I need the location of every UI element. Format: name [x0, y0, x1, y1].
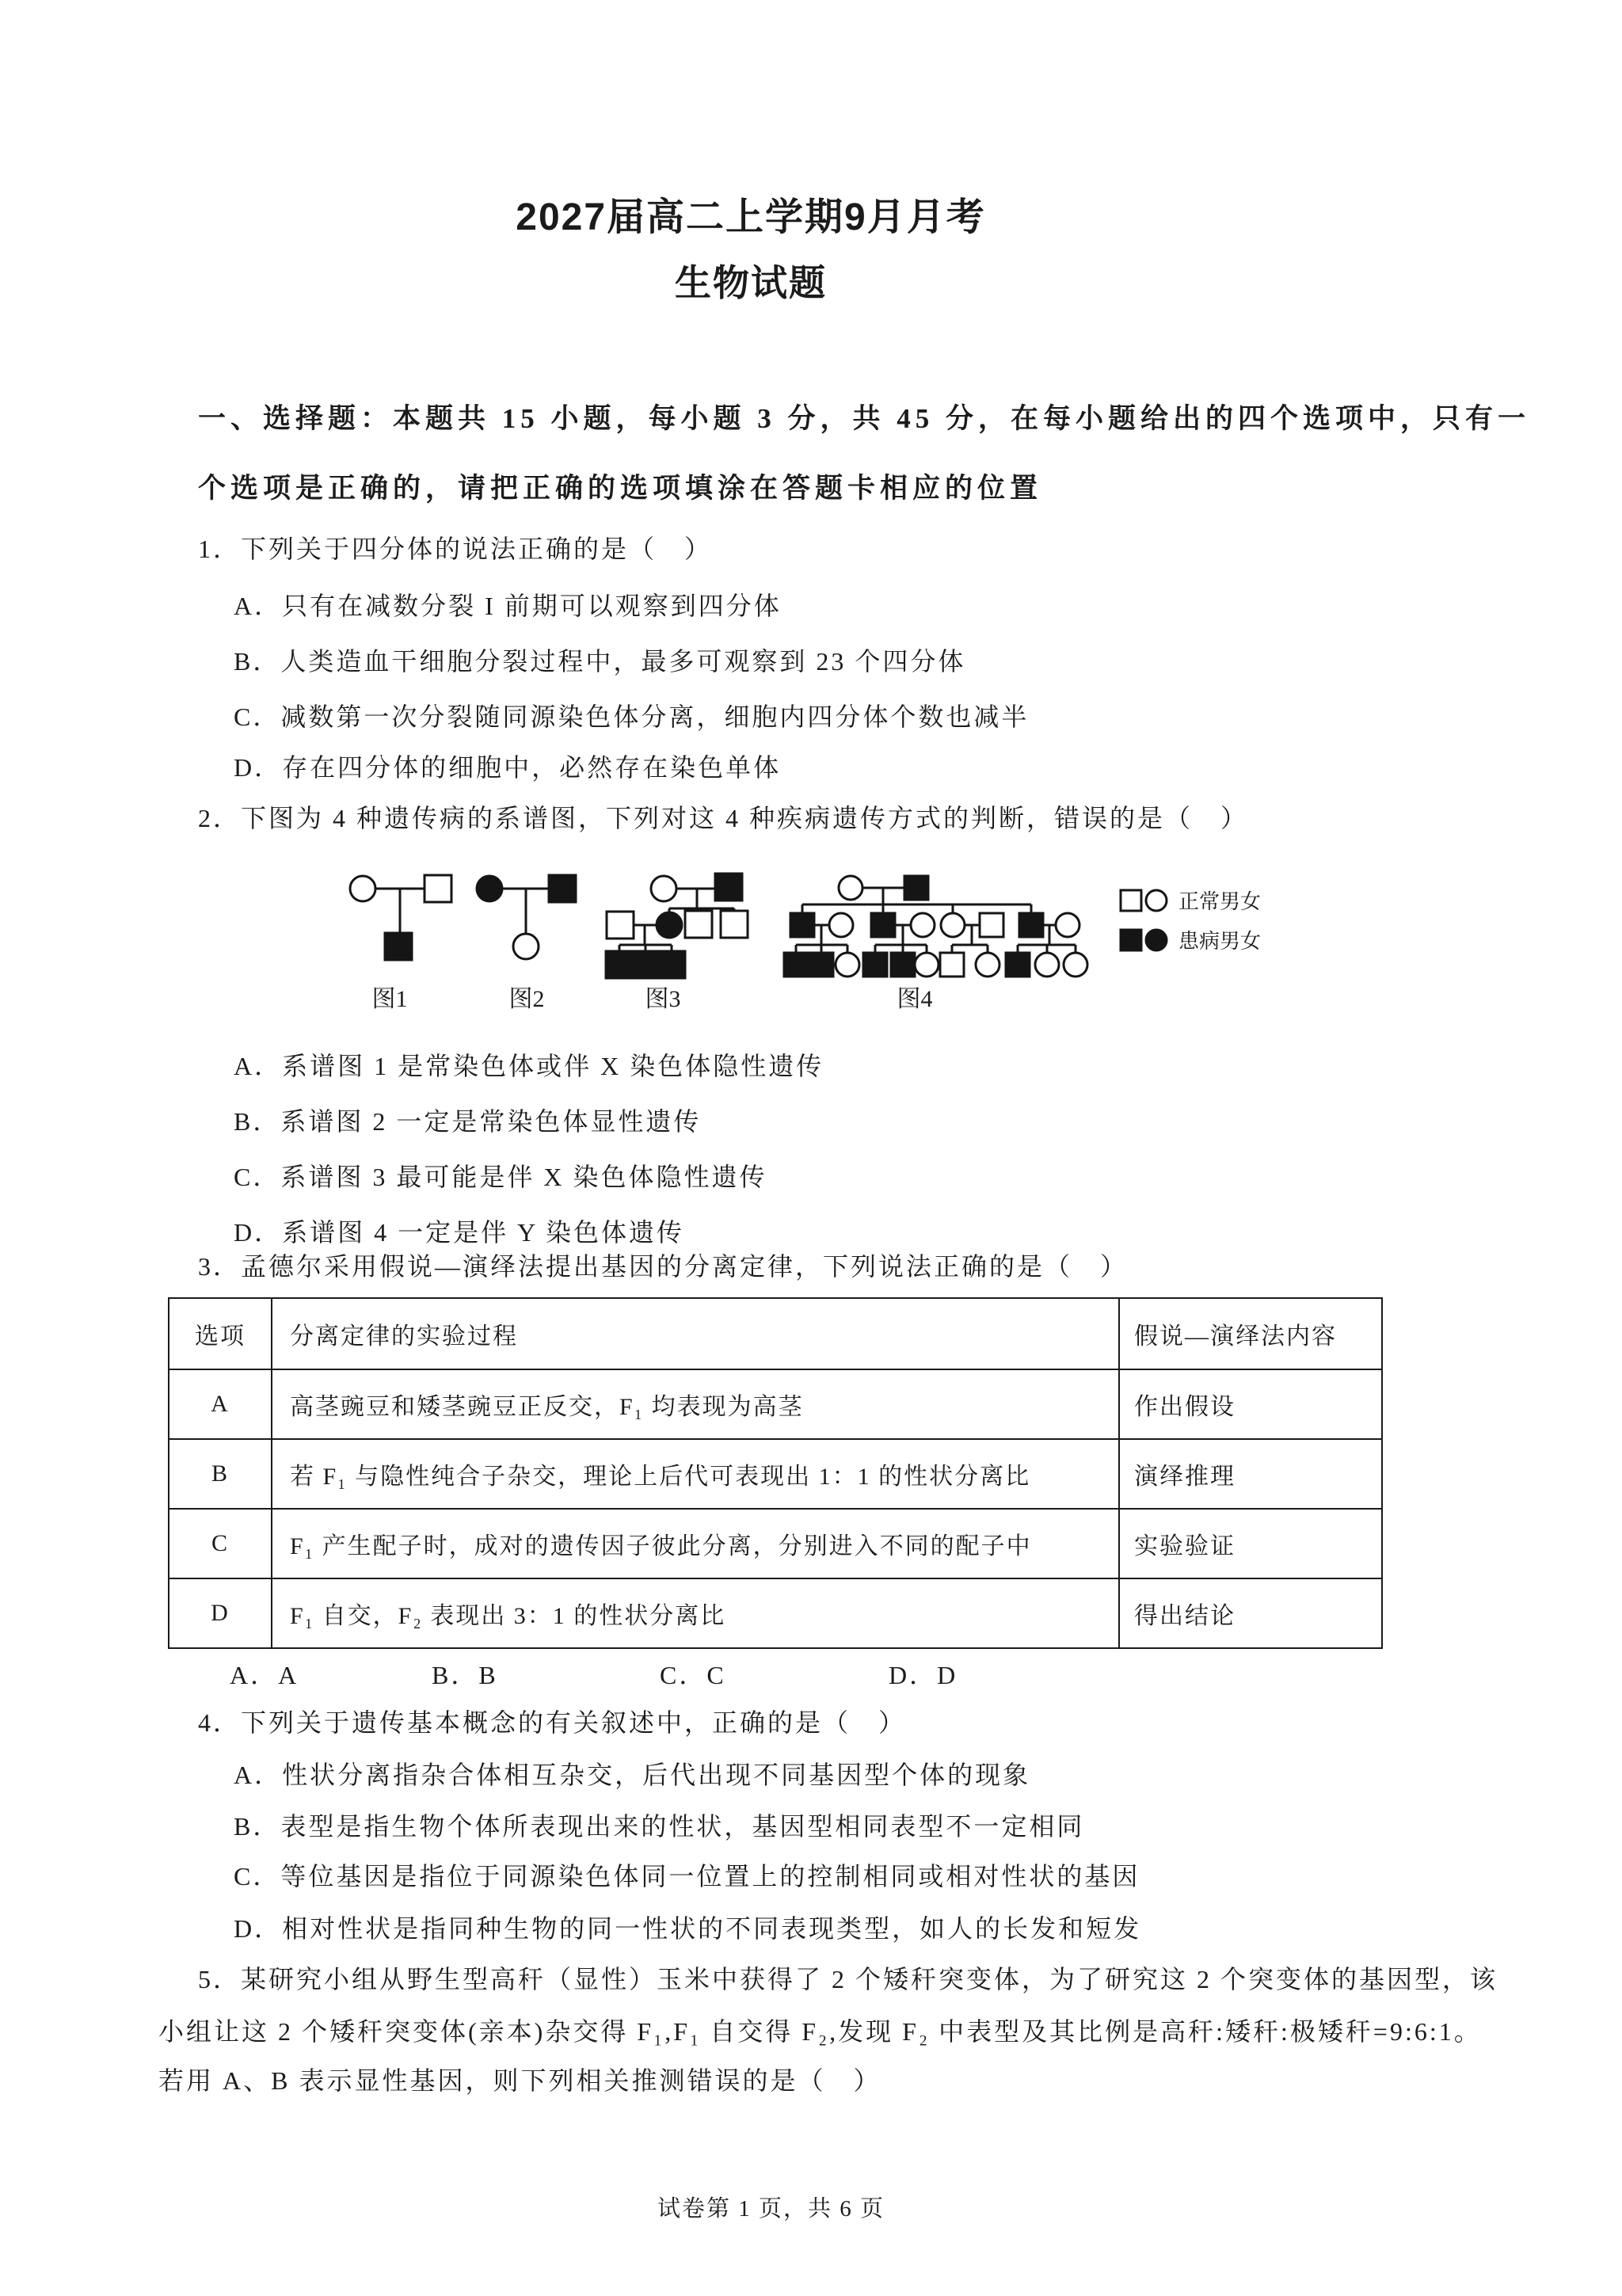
- table-cell-content: 实验验证: [1119, 1509, 1382, 1578]
- question2-stem: 2．下图为 4 种遗传病的系谱图，下列对这 4 种疾病遗传方式的判断，错误的是（ ）: [198, 804, 1249, 832]
- table-cell-process: F₁ 自交，F₂ 表现出 3：1 的性状分离比: [272, 1578, 1119, 1648]
- question1-option-c: C．减数第一次分裂随同源染色体分离，细胞内四分体个数也减半: [234, 703, 1030, 731]
- section-intro-line2: 个选项是正确的，请把正确的选项填涂在答题卡相应的位置: [198, 473, 1043, 504]
- question4-option-c: C．等位基因是指位于同源染色体同一位置上的控制相同或相对性状的基因: [234, 1862, 1140, 1890]
- question3-table: [168, 1297, 1383, 1649]
- table-header-row: [169, 1298, 1382, 1369]
- fig2-label: 图2: [508, 986, 545, 1012]
- table-cell-opt: A: [169, 1369, 272, 1439]
- table-cell-content: 得出结论: [1119, 1578, 1382, 1648]
- section-intro-line1: 一、选择题：本题共 15 小题，每小题 3 分，共 45 分，在每小题给出的四个选项中，只有一: [198, 403, 1531, 434]
- table-cell-opt: C: [169, 1509, 272, 1578]
- pedigree-fig4: [784, 876, 1087, 977]
- table-cell-process: 高茎豌豆和矮茎豌豆正反交，F₁ 均表现为高茎: [272, 1369, 1119, 1439]
- fig3-label: 图3: [645, 986, 681, 1012]
- fig1-label: 图1: [371, 986, 408, 1012]
- table-row-d: [169, 1578, 1382, 1648]
- table-header-process: 分离定律的实验过程: [272, 1298, 1119, 1369]
- page-title: 2027届高二上学期9月月考: [516, 196, 986, 238]
- table-row-c: [169, 1509, 1382, 1578]
- question2-option-d: D．系谱图 4 一定是伴 Y 染色体遗传: [234, 1218, 685, 1247]
- question5-line3: 若用 A、B 表示显性基因，则下列相关推测错误的是（ ）: [158, 2066, 881, 2095]
- question4-stem: 4．下列关于遗传基本概念的有关叙述中，正确的是（ ）: [198, 1708, 907, 1737]
- table-cell-process: F₁ 产生配子时，成对的遗传因子彼此分离，分别进入不同的配子中: [272, 1509, 1119, 1578]
- fig4-label: 图4: [897, 986, 933, 1012]
- table-cell-process: 若 F₁ 与隐性纯合子杂交，理论上后代可表现出 1：1 的性状分离比: [272, 1439, 1119, 1509]
- q3-answer-c: C．C: [660, 1661, 726, 1689]
- pedigree-fig2: [477, 875, 576, 959]
- question4-option-b: B．表型是指生物个体所表现出来的性状，基因型相同表型不一定相同: [234, 1812, 1085, 1841]
- q3-answer-a: A．A: [230, 1661, 299, 1689]
- table-cell-opt: B: [169, 1439, 272, 1509]
- page-footer: 试卷第 1 页，共 6 页: [657, 2196, 885, 2222]
- table-header-content: 假说—演绎法内容: [1119, 1298, 1382, 1369]
- pedigree-fig1: [350, 875, 451, 960]
- table-header-option: 选项: [169, 1298, 272, 1369]
- q3-answer-b: B．B: [432, 1661, 498, 1689]
- question2-option-c: C．系谱图 3 最可能是伴 X 染色体隐性遗传: [234, 1163, 767, 1191]
- question1-stem: 1．下列关于四分体的说法正确的是（ ）: [198, 535, 713, 563]
- pedigree-fig3: [606, 874, 748, 978]
- table-cell-content: 作出假设: [1119, 1369, 1382, 1439]
- question2-option-b: B．系谱图 2 一定是常染色体显性遗传: [234, 1107, 702, 1136]
- question5-line1: 5．某研究小组从野生型高秆（显性）玉米中获得了 2 个矮秆突变体，为了研究这 2 个突变体的基因型，该: [198, 1965, 1498, 1993]
- question1-option-a: A．只有在减数分裂 I 前期可以观察到四分体: [234, 592, 782, 620]
- table-row-b: [169, 1439, 1382, 1509]
- question1-option-b: B．人类造血干细胞分裂过程中，最多可观察到 23 个四分体: [234, 647, 966, 676]
- legend-normal-label: 正常男女: [1178, 890, 1262, 913]
- page-subtitle: 生物试题: [675, 262, 827, 303]
- question1-option-d: D．存在四分体的细胞中，必然存在染色单体: [234, 753, 782, 782]
- question3-stem: 3．孟德尔采用假说—演绎法提出基因的分离定律，下列说法正确的是（ ）: [198, 1252, 1129, 1281]
- pedigree-legend: [1121, 890, 1167, 950]
- question2-option-a: A．系谱图 1 是常染色体或伴 X 染色体隐性遗传: [234, 1052, 824, 1080]
- question4-option-d: D．相对性状是指同种生物的同一性状的不同表现类型，如人的长发和短发: [234, 1914, 1142, 1943]
- question5-line2: 小组让这 2 个矮秆突变体(亲本)杂交得 F₁,F₁ 自交得 F₂,发现 F₂ 中表型及其比例是高秆:矮秆:极矮秆=9:6:1。: [158, 2017, 1482, 2046]
- pedigree-figure: [333, 851, 1489, 1034]
- table-cell-opt: D: [169, 1578, 272, 1648]
- table-cell-content: 演绎推理: [1119, 1439, 1382, 1509]
- question4-option-a: A．性状分离指杂合体相互杂交，后代出现不同基因型个体的现象: [234, 1761, 1031, 1789]
- q3-answer-d: D．D: [889, 1661, 958, 1689]
- legend-affected-label: 患病男女: [1178, 930, 1262, 953]
- table-row-a: [169, 1369, 1382, 1439]
